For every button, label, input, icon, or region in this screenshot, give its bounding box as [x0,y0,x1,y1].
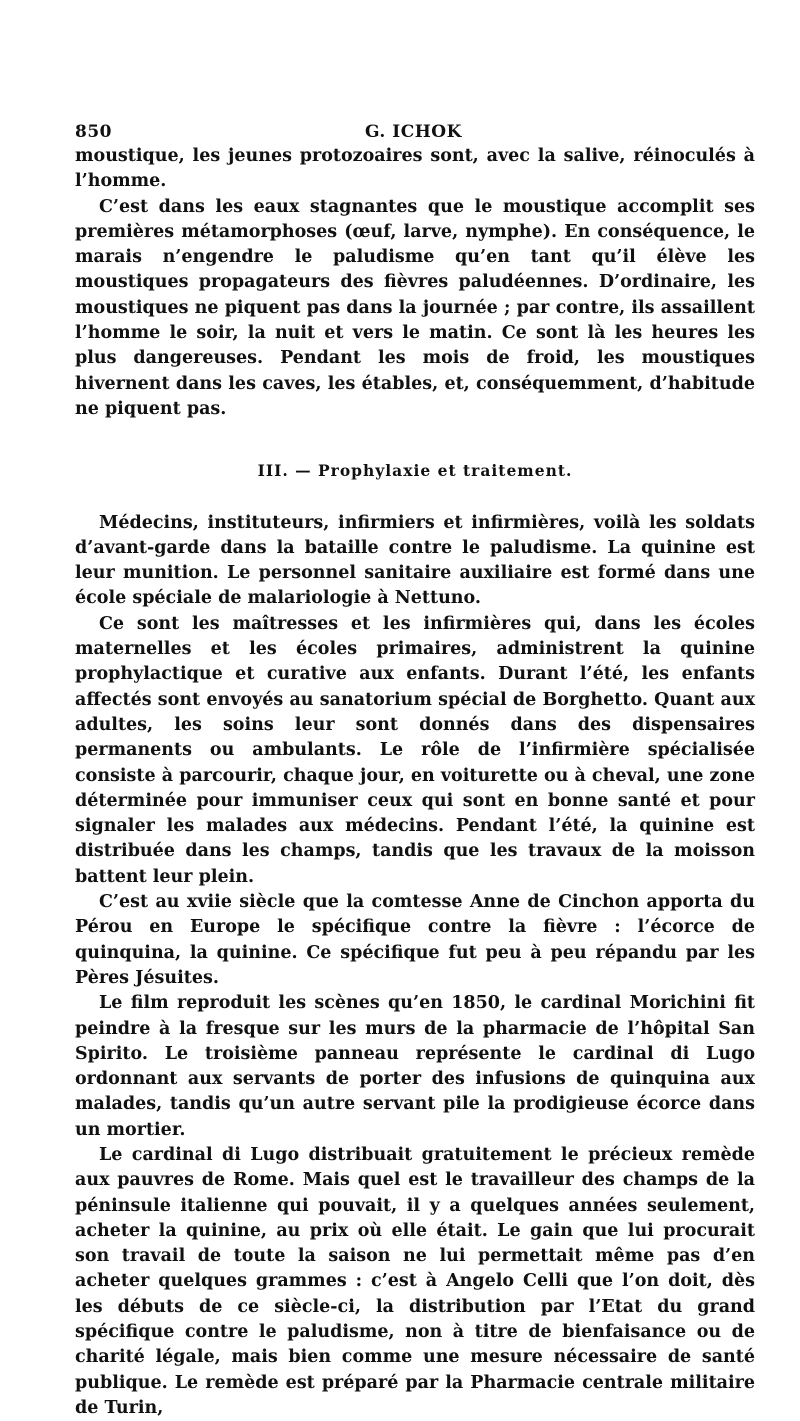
main-text [75,144,755,1421]
paragraph: Le cardinal di Lugo distribuait gratuitement le précieux remède aux pauvres de Rome. Mais quel est le travailleur des champs de la péninsule italienne qui pouvait, il y a quelques années seulement, acheter la quinine, au prix où elle était. Le gain que lui procurait son travail de toute la saison ne lui permettait même pas d’en acheter quelques grammes : c’est à Angelo Celli que l’on doit, dès les débuts de ce siècle-ci, la distribution par l’Etat du grand spécifique contre le paludisme, non à titre de bienfaisance ou de charité légale, mais bien comme une mesure nécessaire de santé publique. Le remède est préparé par la Pharmacie centrale militaire de Turin, [75,1144,755,1418]
paragraph: Ce sont les maîtresses et les infirmières qui, dans les écoles maternelles et les écoles primaires, administrent la quinine prophylactique et curative aux enfants. Durant l’été, les enfants affectés sont envoyés au sanatorium spécial de Borghetto. Quant aux adultes, les soins leur sont donnés dans des dispensaires permanents ou ambulants. Le rôle de l’infirmière spécialisée consiste à parcourir, chaque jour, en voiturette ou à cheval, une zone déterminée pour immuniser ceux qui sont en bonne santé et pour signaler les malades aux médecins. Pendant l’été, la quinine est distribuée dans les champs, tandis que les travaux de la moisson battent leur plein. [75,613,755,887]
paragraph: C’est dans les eaux stagnantes que le moustique accomplit ses premières métamorphoses (œuf, larve, nymphe). En conséquence, le marais n’engendre le paludisme qu’en tant qu’il élève les moustiques propagateurs des fièvres paludéennes. D’ordinaire, les moustiques ne piquent pas dans la journée ; par contre, ils assaillent l’homme le soir, la nuit et vers le matin. Ce sont là les heures les plus dangereuses. Pendant les mois de froid, les moustiques hivernent dans les caves, les étables, et, conséquemment, d’habitude ne piquent pas. [75,196,755,419]
page-number: 850 [75,122,112,142]
paragraph: moustique, les jeunes protozoaires sont, avec la salive, réinoculés à l’homme. [75,146,755,192]
paragraph: C’est au xviie siècle que la comtesse Anne de Cinchon apporta du Pérou en Europe le spécifique contre la fièvre : l’écorce de quinquina, la quinine. Ce spécifique fut peu à peu répandu par les Pères Jésuites. [75,892,755,988]
document-page [75,112,755,1421]
running-author: G. ICHOK [365,122,462,142]
paragraph: Le film reproduit les scènes qu’en 1850, le cardinal Morichini fit peindre à la fresque sur les murs de la pharmacie de l’hôpital San Spirito. Le troisième panneau représente le cardinal di Lugo ordonnant aux servants de porter des infusions de quinquina aux malades, tandis qu’un autre servant pile la prodigieuse écorce dans un mortier. [75,993,755,1140]
paragraph: Médecins, instituteurs, infirmiers et infirmières, voilà les soldats d’avant-garde dans la bataille contre le paludisme. La quinine est leur munition. Le personnel sanitaire auxiliaire est formé dans une école spéciale de malariologie à Nettuno. [75,512,755,609]
section-heading: III. — Prophylaxie et traitement. [257,461,573,481]
running-header [75,112,755,144]
